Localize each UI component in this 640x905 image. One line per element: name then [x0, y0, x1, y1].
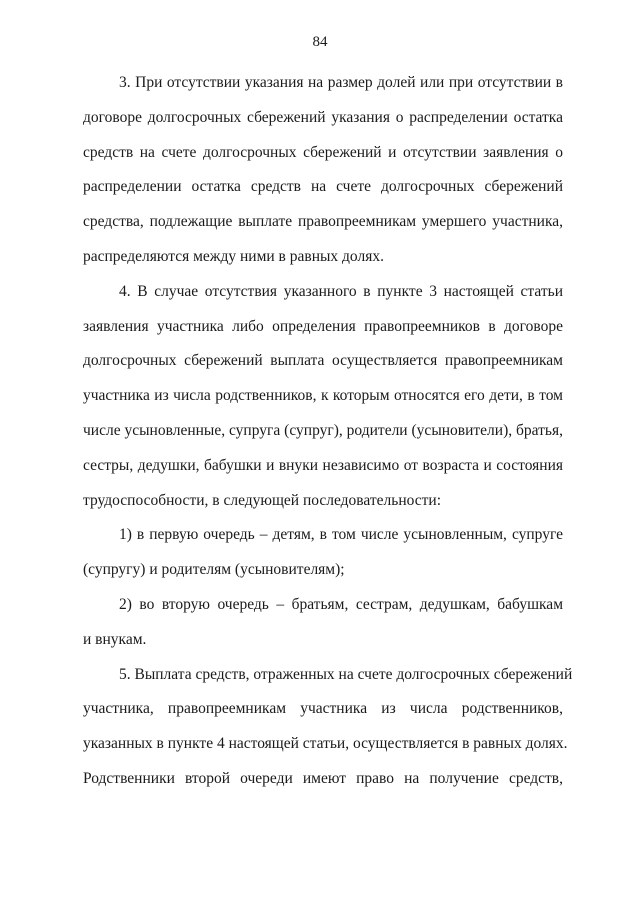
text-line: указанных в пункте 4 настоящей статьи, осуществляется в равных долях. [83, 735, 568, 753]
text-line: договоре долгосрочных сбережений указания о распределении остатка [83, 108, 563, 126]
text-line: и внукам. [83, 630, 147, 648]
page-number: 84 [312, 34, 328, 50]
text-line: распределяются между ними в равных долях. [83, 247, 384, 265]
text-line: 1) в первую очередь – детям, в том числе усыновленным, супруге [119, 526, 563, 544]
text-line: 4. В случае отсутствия указанного в пункте 3 настоящей статьи [119, 282, 563, 300]
text-line: 3. При отсутствии указания на размер долей или при отсутствии в [119, 74, 563, 91]
text-line: числе усыновленные, супруга (супруг), родители (усыновители), братья, [83, 421, 563, 439]
text-line: заявления участника либо определения правопреемников в договоре [83, 317, 563, 335]
text-line: трудоспособности, в следующей последовательности: [83, 491, 442, 509]
text-line: (супругу) и родителям (усыновителям); [83, 561, 345, 579]
text-line: средства, подлежащие выплате правопреемникам умершего участника, [83, 213, 563, 231]
text-line: средств на счете долгосрочных сбережений и отсутствии заявления о [83, 143, 563, 161]
text-line: 2) во вторую очередь – братьям, сестрам, дедушкам, бабушкам [119, 595, 563, 613]
text-line: 5. Выплата средств, отраженных на счете долгосрочных сбережений [119, 665, 573, 683]
text-line: сестры, дедушки, бабушки и внуки независимо от возраста и состояния [83, 456, 563, 474]
text-line: участника, правопреемникам участника из числа родственников, [83, 700, 563, 718]
body-text [83, 66, 573, 797]
text-line: долгосрочных сбережений выплата осуществляется правопреемникам [83, 352, 563, 370]
text-line: распределении остатка средств на счете долгосрочных сбережений [83, 178, 563, 196]
text-line: Родственники второй очереди имеют право на получение средств, [83, 769, 563, 787]
text-line: участника из числа родственников, к которым относятся его дети, в том [83, 387, 563, 405]
